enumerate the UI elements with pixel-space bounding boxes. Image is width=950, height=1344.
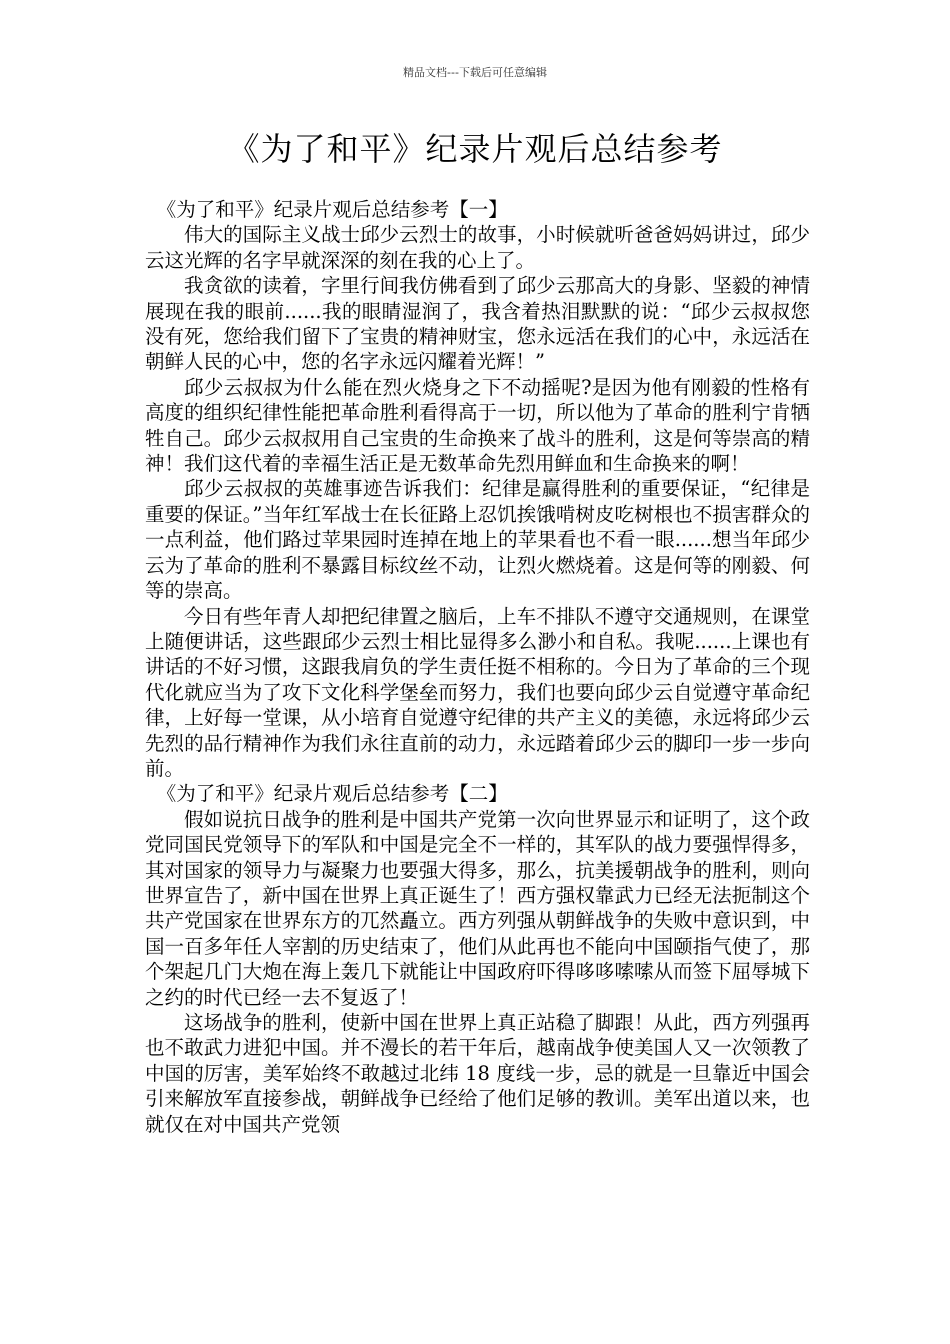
page-header: 精品文档---下载后可任意编辑 <box>403 66 547 79</box>
paragraph: 假如说抗日战争的胜利是中国共产党第一次向世界显示和证明了，这个政党同国民党领导下的军队和中国是完全不一样的，其军队的战力要强悍得多，其对国家的领导力与凝聚力也要强大得多，那么，抗美援朝战争的胜利，则向世界宣告了，新中国在世界上真正诞生了！西方强权靠武力已经无法扼制这个共产党国家在世界东方的兀然矗立。西方列强从朝鲜战争的失败中意识到，中国一百多年任人宰割的历史结束了，他们从此再也不能向中国颐指气使了，那个架起几门大炮在海上轰几下就能让中国政府吓得哆哆嗦嗦从而签下屈辱城下之约的时代已经一去不复返了！ <box>145 807 810 1009</box>
paragraph: 邱少云叔叔为什么能在烈火烧身之下不动摇呢?是因为他有刚毅的性格有高度的组织纪律性能把革命胜利看得高于一切，所以他为了革命的胜利宁肯牺牲自己。邱少云叔叔用自己宝贵的生命换来了战斗的胜利，这是何等崇高的精神！我们这代着的幸福生活正是无数革命先烈用鲜血和生命换来的啊！ <box>145 375 810 476</box>
paragraph: 我贪欲的读着，字里行间我仿佛看到了邱少云那高大的身影、坚毅的神情展现在我的眼前......我的眼睛湿润了，我含着热泪默默的说：“邱少云叔叔您没有死，您给我们留下了宝贵的精神财宝，您永远活在我们的心中，永远活在朝鲜人民的心中，您的名字永远闪耀着光辉！” <box>145 274 810 374</box>
paragraph: 邱少云叔叔的英雄事迹告诉我们：纪律是赢得胜利的重要保证，“纪律是重要的保证。”当年红军战士在长征路上忍饥挨饿啃树皮吃树根也不损害群众的一点利益，他们路过苹果园时连掉在地上的苹果看也不看一眼......想当年邱少云为了革命的胜利不暴露目标纹丝不动，让烈火燃烧着。这是何等的刚毅、何等的崇高。 <box>145 477 810 603</box>
section-heading: 《为了和平》纪录片观后总结参考【一】 <box>156 198 508 221</box>
section-heading: 《为了和平》纪录片观后总结参考【二】 <box>156 782 508 806</box>
paragraph: 今日有些年青人却把纪律置之脑后，上车不排队不遵守交通规则，在课堂上随便讲话，这些跟邱少云烈士相比显得多么渺小和自私。我呢......上课也有讲话的不好习惯，这跟我肩负的学生责任挺不相称的。今日为了革命的三个现代化就应当为了攻下文化科学堡垒而努力，我们也要向邱少云自觉遵守革命纪律，上好每一堂课，从小培育自觉遵守纪律的共产主义的美德，永远将邱少云先烈的品行精神作为我们永往直前的动力，永远踏着邱少云的脚印一步一步向前。 <box>145 604 810 780</box>
paragraph: 这场战争的胜利，使新中国在世界上真正站稳了脚跟！从此，西方列强再也不敢武力进犯中国。并不漫长的若干年后，越南战争使美国人又一次领教了中国的厉害，美军始终不敢越过北纬 18 度线一步，忌的就是一旦靠近中国会引来解放军直接参战，朝鲜战争已经给了他们足够的教训。美军出道以来，也就仅在对中国共产党领 <box>145 1011 810 1136</box>
document-title: 《为了和平》纪录片观后总结参考 <box>227 130 723 168</box>
document-body <box>145 197 810 1137</box>
paragraph: 伟大的国际主义战士邱少云烈士的故事，小时候就听爸爸妈妈讲过，邱少云这光辉的名字早就深深的刻在我的心上了。 <box>145 223 810 272</box>
